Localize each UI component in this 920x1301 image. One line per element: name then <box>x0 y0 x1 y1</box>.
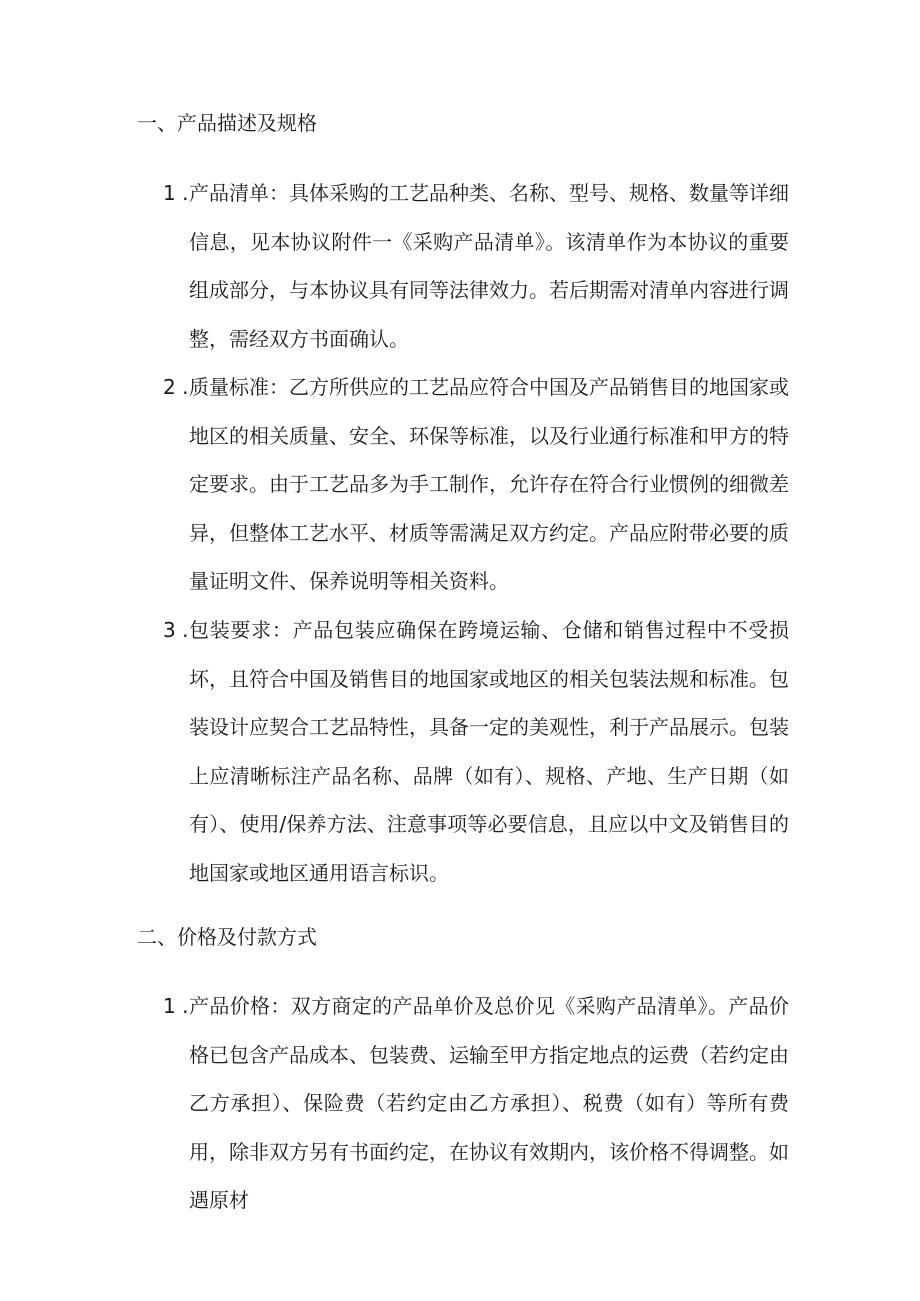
section-heading-product-description: 一、产品描述及规格 <box>137 111 317 135</box>
item-text: 包装要求：产品包装应确保在跨境运输、仓储和销售过程中不受损坏，且符合中国及销售目的地国家或地区的相关包装法规和标准。包装设计应契合工艺品特性，具备一定的美观性，利于产品展示。包装上应清晰标注产品名称、品牌（如有）、规格、产地、生产日期（如有）、使用/保养方法、注意事项等必要信息，且应以中文及销售目的地国家或地区通用语言标识。 <box>189 618 789 885</box>
item-text: 质量标准：乙方所供应的工艺品应符合中国及产品销售目的地国家或地区的相关质量、安全、环保等标准，以及行业通行标准和甲方的特定要求。由于工艺品多为手工制作，允许存在符合行业惯例的细微差异，但整体工艺水平、材质等需满足双方约定。产品应附带必要的质量证明文件、保养说明等相关资料。 <box>189 375 789 593</box>
item-number: 1 . <box>163 181 189 205</box>
list-item <box>163 363 823 606</box>
section-heading-price-payment: 二、价格及付款方式 <box>137 925 317 949</box>
item-number: 1 . <box>163 994 189 1018</box>
list-item <box>163 606 823 897</box>
list-item <box>163 982 823 1225</box>
item-number: 3 . <box>163 618 189 642</box>
list-item <box>163 169 823 363</box>
item-text: 产品清单：具体采购的工艺品种类、名称、型号、规格、数量等详细信息，见本协议附件一《采购产品清单》。该清单作为本协议的重要组成部分，与本协议具有同等法律效力。若后期需对清单内容进行调整，需经双方书面确认。 <box>189 181 789 351</box>
item-number: 2 . <box>163 375 189 399</box>
item-text: 产品价格：双方商定的产品单价及总价见《采购产品清单》。产品价格已包含产品成本、包装费、运输至甲方指定地点的运费（若约定由乙方承担）、保险费（若约定由乙方承担）、税费（如有）等所有费用，除非双方另有书面约定，在协议有效期内，该价格不得调整。如遇原材 <box>189 994 789 1212</box>
